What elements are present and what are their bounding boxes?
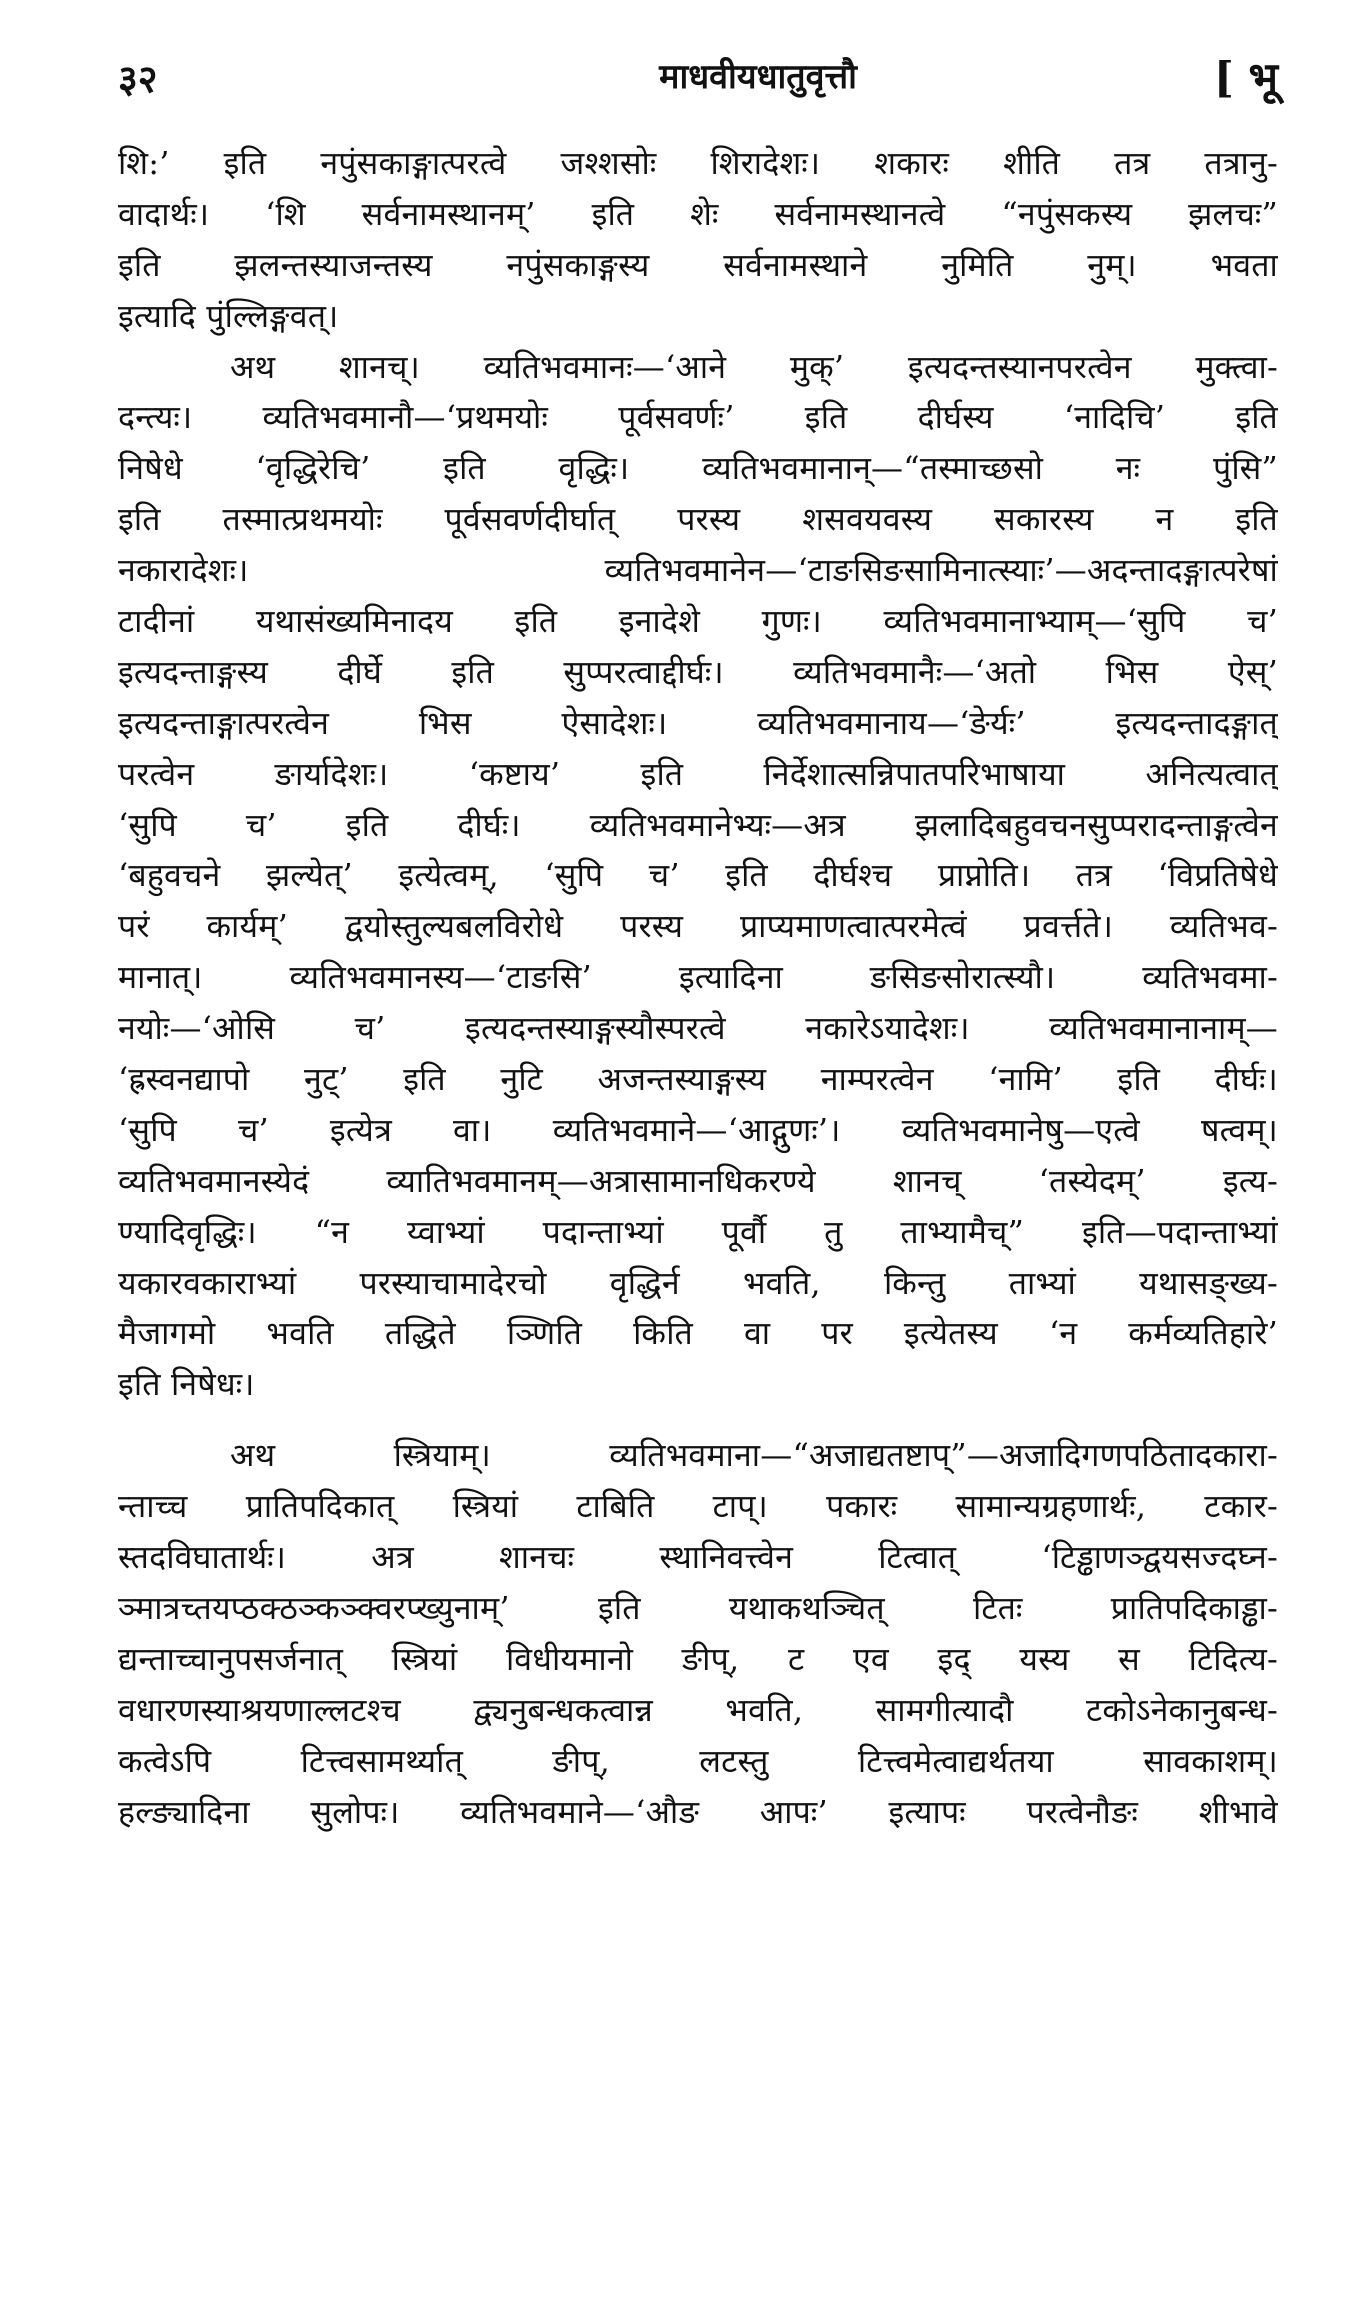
text-line: इति झलन्तस्याजन्तस्य नपुंसकाङ्गस्य सर्वनामस्थाने नुमिति नुम्। भवता xyxy=(118,245,1278,284)
paragraph xyxy=(118,1430,1278,1837)
text-line: ञ्मात्रच्तयप्ठक्ठञ्कञ्क्वरप्ख्युनाम्’ इति यथाकथञ्चित् टितः प्रातिपदिकाड्ढा- xyxy=(118,1588,1278,1627)
text-line: ‘बहुवचने झल्येत्’ इत्येत्वम्, ‘सुपि च’ इति दीर्घश्च प्राप्नोति। तत्र ‘विप्रतिषेधे xyxy=(118,856,1278,895)
paragraph-gap xyxy=(118,1410,1278,1430)
text-line: नकारादेशः। व्यतिभवमानेन—‘टाङसिङसामिनात्स्याः’—अदन्तादङ्गात्परेषां xyxy=(118,551,1278,590)
page-header xyxy=(118,44,1278,110)
text-line: शि:’ इति नपुंसकाङ्गात्परत्वे जश्शसोः शिरादेशः। शकारः शीति तत्र तत्रानु- xyxy=(118,144,1278,182)
text-line: वादार्थः। ‘शि सर्वनामस्थानम्’ इति शेः सर्वनामस्थानत्वे “नपुंसकस्य झलचः” xyxy=(118,194,1278,233)
text-line: इति निषेधः। xyxy=(118,1365,255,1404)
text-line: यकारवकाराभ्यां परस्याचामादेरचो वृद्धिर्न भवति, किन्तु ताभ्यां यथासङ्ख्य- xyxy=(118,1263,1278,1302)
text-line: अथ स्त्रियाम्। व्यतिभवमाना—“अजाद्यतष्टाप्”—अजादिगणपठितादकारा- xyxy=(230,1436,1278,1475)
text-line: दन्त्यः। व्यतिभवमानौ—‘प्रथमयोः पूर्वसवर्णः’ इति दीर्घस्य ‘नादिचि’ इति xyxy=(118,398,1278,437)
page-number: ३२ xyxy=(118,56,158,101)
text-line: ‘सुपि च’ इति दीर्घः। व्यतिभवमानेभ्यः—अत्र झलादिबहुवचनसुप्परादन्ताङ्गत्वेन xyxy=(118,805,1278,844)
text-line: ण्यादिवृद्धिः। “न य्वाभ्यां पदान्ताभ्यां पूर्वौ तु ताभ्यामैच्” इति—पदान्ताभ्यां xyxy=(118,1212,1278,1251)
paragraph xyxy=(118,342,1278,1411)
paragraph xyxy=(118,138,1278,342)
text-line: इति तस्मात्प्रथमयोः पूर्वसवर्णदीर्घात् परस्य शसवयवस्य सकारस्य न इति xyxy=(118,500,1278,539)
section-mark: [ भू xyxy=(1213,53,1278,102)
text-line: इत्यदन्ताङ्गात्परत्वेन भिस ऐसादेशः। व्यतिभवमानाय—‘ङेर्यः’ इत्यदन्तादङ्गात् xyxy=(118,703,1278,742)
text-line: मैजागमो भवति तद्धिते ञ्णिति किति वा पर इत्येतस्य ‘न कर्मव्यतिहारे’ xyxy=(118,1314,1278,1353)
text-line: अथ शानच्। व्यतिभवमानः—‘आने मुक्’ इत्यदन्तस्यानपरत्वेन मुक्त्वा- xyxy=(230,347,1278,386)
text-line: व्यतिभवमानस्येदं व्यातिभवमानम्—अत्रासामानधिकरण्ये शानच् ‘तस्येदम्’ इत्य- xyxy=(118,1161,1278,1200)
text-line: न्ताच्च प्रातिपदिकात् स्त्रियां टाबिति टाप्। पकारः सामान्यग्रहणार्थः, टकार- xyxy=(118,1487,1278,1526)
text-line: ‘ह्रस्वनद्यापो नुट्’ इति नुटि अजन्तस्याङ्गस्य नाम्परत्वेन ‘नामि’ इति दीर्घः। xyxy=(118,1060,1278,1099)
text-line: ‘सुपि च’ इत्येत्र वा। व्यतिभवमाने—‘आद्गुणः’। व्यतिभवमानेषु—एत्वे षत्वम्। xyxy=(118,1110,1278,1149)
text-line: इत्यदन्ताङ्गस्य दीर्घे इति सुप्परत्वाद्दीर्घः। व्यतिभवमानैः—‘अतो भिस ऐस्’ xyxy=(118,652,1278,691)
text-line: नयोः—‘ओसि च’ इत्यदन्तस्याङ्गस्यौस्परत्वे नकारेऽयादेशः। व्यतिभवमानानाम्— xyxy=(118,1009,1278,1048)
text-line: द्यन्ताच्चानुपसर्जनात् स्त्रियां विधीयमानो ङीप्, ट एव इद् यस्य स टिदित्य- xyxy=(118,1639,1278,1678)
text-line: स्तदविघातार्थः। अत्र शानचः स्थानिवत्त्वेन टित्वात् ‘टिड्ढाणञ्द्वयसज्दघ्न- xyxy=(118,1538,1278,1577)
text-line: कत्वेऽपि टित्त्वसामर्थ्यात् ङीप्, लटस्तु टित्त्वमेत्वाद्यर्थतया सावकाशम्। xyxy=(118,1741,1278,1780)
text-line: परत्वेन ङार्यादेशः। ‘कष्टाय’ इति निर्देशात्सन्निपातपरिभाषाया अनित्यत्वात् xyxy=(118,754,1278,793)
text-line: वधारणस्याश्रयणाल्लटश्च द्व्यनुबन्धकत्वान्न भवति, सामगीत्यादौ टकोऽनेकानुबन्ध- xyxy=(118,1690,1278,1729)
running-title: माधवीयधातुवृत्तौ xyxy=(659,57,857,97)
text-line: निषेधे ‘वृद्धिरेचि’ इति वृद्धिः। व्यतिभवमानान्—“तस्माच्छसो नः पुंसि” xyxy=(118,449,1278,488)
text-line: इत्यादि पुंल्लिङ्गवत्। xyxy=(118,296,339,335)
text-line: टादीनां यथासंख्यमिनादय इति इनादेशे गुणः। व्यतिभवमानाभ्याम्—‘सुपि च’ xyxy=(118,602,1278,641)
body-text xyxy=(118,138,1278,1837)
text-line: परं कार्यम्’ द्वयोस्तुल्यबलविरोधे परस्य प्राप्यमाणत्वात्परमेत्वं प्रवर्त्तते। व्यतिभव- xyxy=(118,907,1278,946)
text-line: मानात्। व्यतिभवमानस्य—‘टाङसि’ इत्यादिना ङसिङसोरात्स्यौ। व्यतिभवमा- xyxy=(118,958,1278,997)
text-line: हल्ङ्यादिना सुलोपः। व्यतिभवमाने—‘औङ आपः’ इत्यापः परत्वेनौङः शीभावे xyxy=(118,1792,1278,1831)
